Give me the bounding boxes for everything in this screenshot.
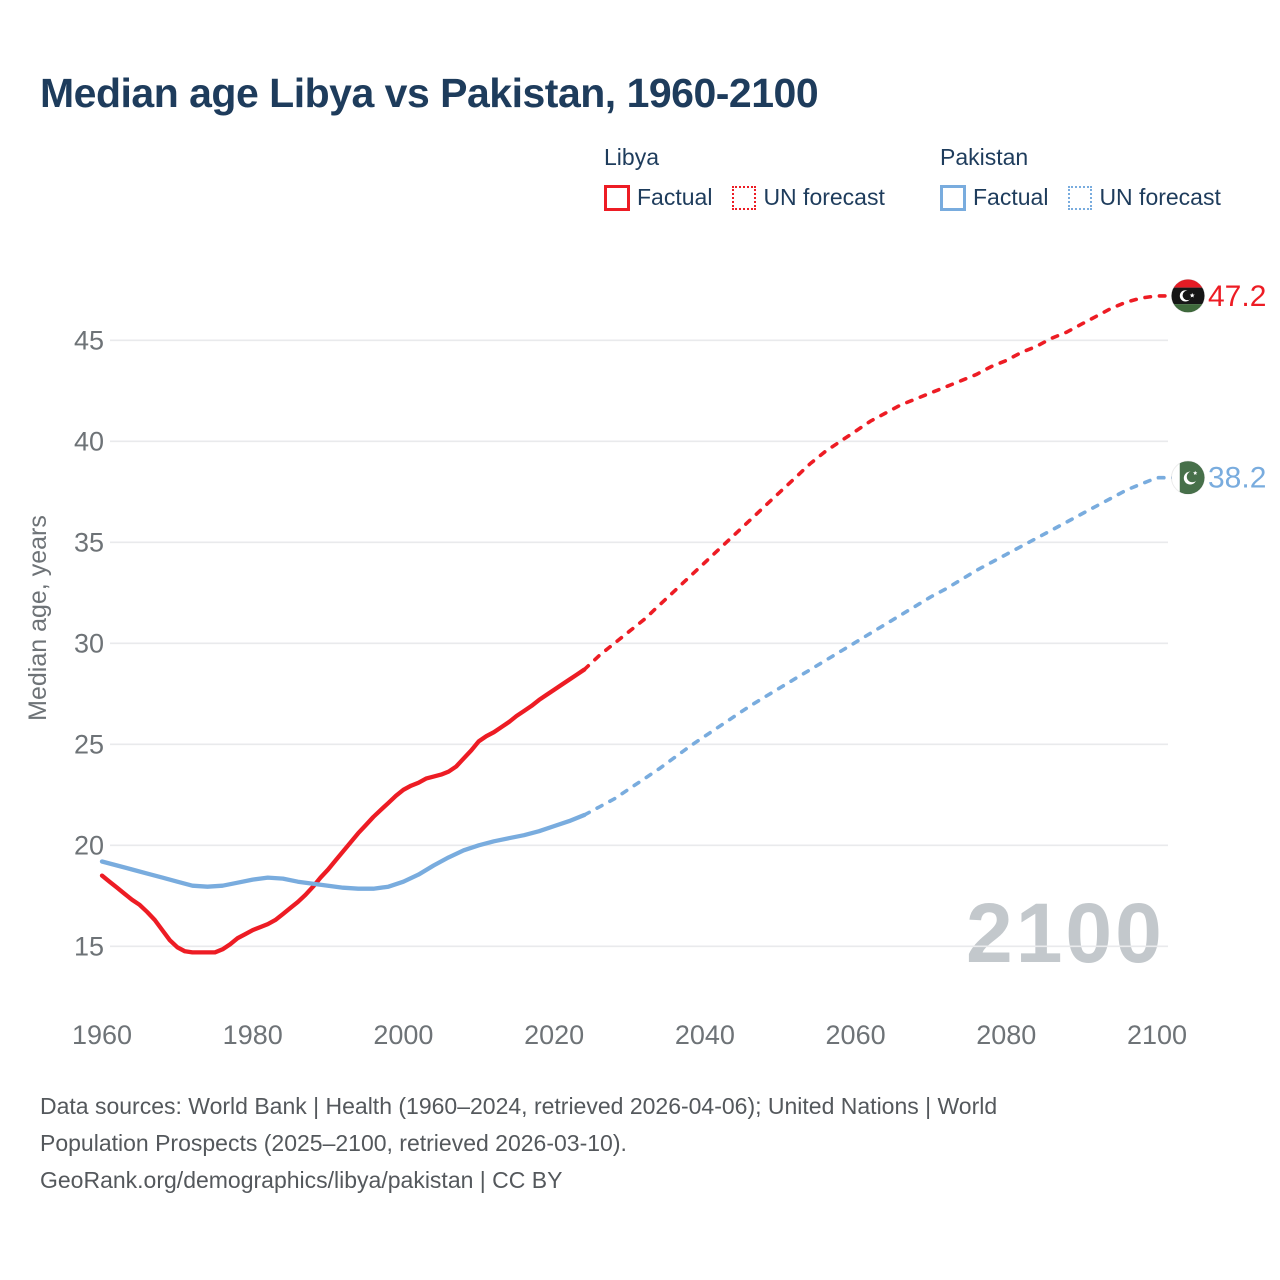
y-tick-label: 45	[73, 325, 104, 356]
series-line-pakistan-un-forecast	[584, 478, 1176, 815]
series-line-libya-factual	[102, 670, 584, 953]
x-tick-label: 1980	[222, 1020, 283, 1050]
year-watermark: 2100	[966, 886, 1165, 980]
x-tick-label: 1960	[71, 1020, 133, 1050]
series-line-libya-un-forecast	[584, 296, 1176, 670]
legend-label-libya-forecast: UN forecast	[763, 184, 885, 210]
y-tick-label: 40	[73, 426, 104, 457]
y-tick-label: 25	[73, 729, 104, 760]
x-tick-label: 2060	[825, 1020, 886, 1050]
y-tick-label: 15	[73, 931, 104, 962]
page-title: Median age Libya vs Pakistan, 1960-2100	[40, 70, 819, 116]
x-tick-label: 2080	[976, 1020, 1037, 1050]
x-tick-label: 2040	[674, 1020, 735, 1050]
y-axis-title: Median age, years	[24, 515, 52, 721]
footer-line-1: Data sources: World Bank | Health (1960–2024, retrieved 2026-04-06); United Nations | World	[40, 1093, 998, 1119]
end-value-label-pakistan: 38.2	[1208, 461, 1267, 495]
legend-label-pakistan-factual: Factual	[973, 184, 1049, 210]
footer-line-3: GeoRank.org/demographics/libya/pakistan | CC BY	[40, 1167, 563, 1193]
y-tick-label: 35	[73, 527, 104, 558]
footer-line-2: Population Prospects (2025–2100, retrieved 2026-03-10).	[40, 1130, 627, 1156]
y-tick-label: 20	[73, 830, 104, 861]
x-tick-label: 2000	[373, 1020, 434, 1050]
y-tick-label: 30	[73, 628, 104, 659]
legend-header-pakistan: Pakistan	[940, 144, 1029, 170]
end-value-label-libya: 47.2	[1208, 279, 1267, 313]
data-sources-footer	[40, 1088, 997, 1199]
x-tick-label: 2100	[1126, 1020, 1188, 1050]
legend-header-libya: Libya	[604, 144, 659, 170]
x-tick-label: 2020	[524, 1020, 585, 1050]
legend-label-libya-factual: Factual	[637, 184, 713, 210]
legend-label-pakistan-forecast: UN forecast	[1099, 184, 1221, 210]
libya-flag-icon	[1172, 279, 1205, 312]
pakistan-flag-icon	[1172, 461, 1205, 494]
